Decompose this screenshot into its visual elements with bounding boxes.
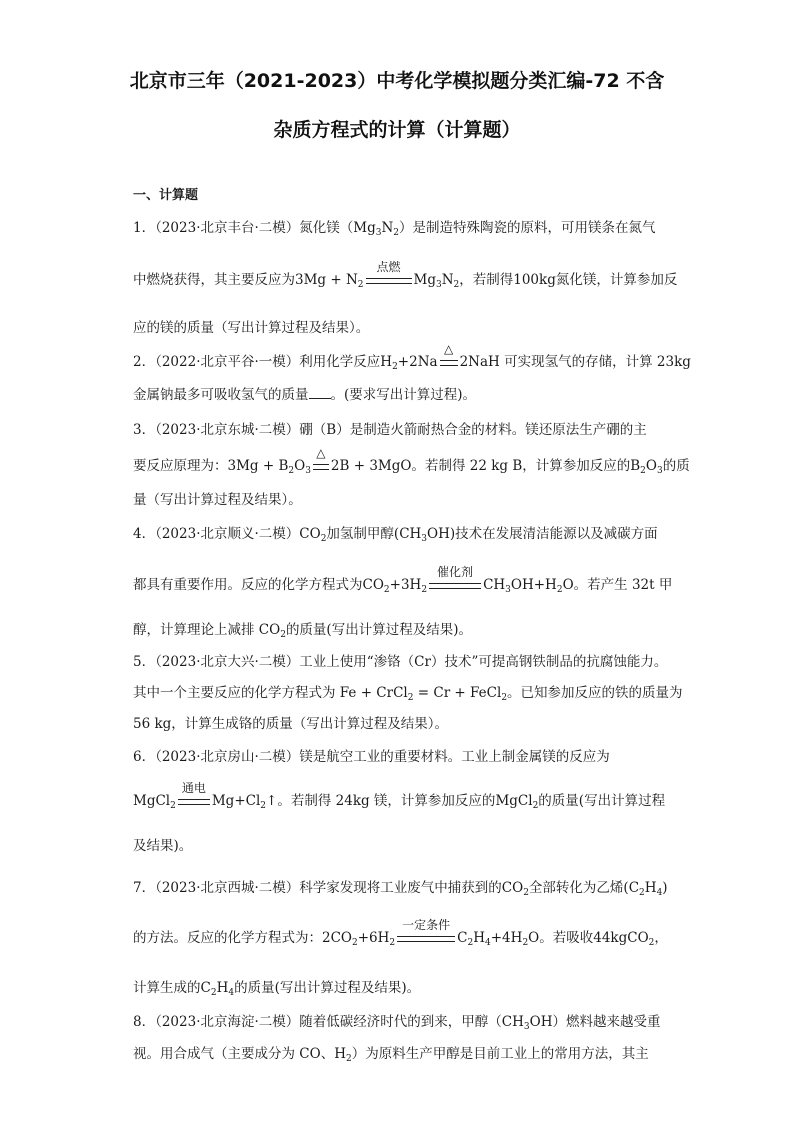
reaction-arrow: △	[438, 352, 460, 372]
q2-line-1: 2．（2022·北京平谷·一模）利用化学反应$H_2+2Na$ △ 2NaH 可实现氢气的存储，计算 23kg	[133, 342, 691, 372]
doc-title-line-1: 北京市三年（2021-2023）中考化学模拟题分类汇编-72 不含	[129, 70, 665, 92]
section-heading: 一、计算题	[133, 188, 199, 203]
q7-line-3: 计算生成的$C_2H_4$的质量(写出计算过程及结果)。	[133, 980, 421, 998]
q4-line-2: 都具有重要作用。反应的化学方程式为$CO_2+3H_2$ 催化剂 $CH_3OH+H_2O$。若产生 32t 甲	[133, 565, 673, 595]
q4-line-3: 醇，计算理论上减排 $CO_2$的质量(写出计算过程及结果)。	[133, 622, 472, 640]
q7-equation: $2CO_2+6H_2$ 一定条件 $C_2H_4+4H_2O$	[322, 918, 540, 948]
formula-mg3n2: $Mg_3N_2$	[353, 220, 400, 238]
q3-line-3: 量（写出计算过程及结果）。	[133, 492, 302, 508]
q1-line-2: 中燃烧获得，其主要反应为$3Mg + N_2$ 点燃 $Mg_3N_2$，若制得100kg氮化镁，计算参加反	[133, 260, 678, 290]
q1-line-3: 应的镁的质量（写出计算过程及结果）。	[133, 320, 370, 336]
reaction-arrow: 一定条件	[395, 928, 457, 948]
q6-equation: MgCl$_2$ 通电 $Mg+Cl_2↑$	[133, 781, 278, 811]
q6-line-1: 6．（2023·北京房山·二模）镁是航空工业的重要材料。工业上制金属镁的反应为	[133, 749, 610, 765]
q8-line-2: 视。用合成气（主要成分为 CO、$H_2$）为原料生产甲醇是目前工业上的常用方法，其主	[133, 1046, 649, 1064]
q4-equation: $CO_2+3H_2$ 催化剂 $CH_3OH+H_2O$	[362, 565, 574, 595]
q3-line-1: 3．（2023·北京东城·二模）硼（B）是制造火箭耐热合金的材料。镁还原法生产硼的主	[133, 422, 647, 438]
q3-line-2: 要反应原理为：$3Mg + B_2O_3$ △ 2B + 3MgO。若制得 22 kg B，计算参加反应的$B_2O_3$的质	[133, 446, 690, 476]
q8-line-1: 8．（2023·北京海淀·二模）随着低碳经济时代的到来，甲醇$(CH_3OH)$燃料越来越受重	[133, 1014, 661, 1032]
q5-line-3: 56 kg，计算生成铬的质量（写出计算过程及结果）。	[133, 716, 449, 732]
q7-line-1: 7．（2023·北京西城·二模）科学家发现将工业废气中捕获到的$CO_2$全部转化为乙烯$(C_2H_4)$	[133, 880, 668, 898]
q6-line-3: 及结果)。	[133, 838, 193, 854]
doc-title-line-2: 杂质方程式的计算（计算题）	[273, 119, 521, 141]
reaction-arrow: 点燃	[364, 270, 414, 290]
q5-line-1: 5．（2023·北京大兴·二模）工业上使用“渗铬（Cr）技术”可提高钢铁制品的抗腐蚀能力。	[133, 654, 668, 670]
q4-line-1: 4．（2023·北京顺义·二模）$CO_2$加氢制甲醇$(CH_3OH)$技术在发展清洁能源以及减碳方面	[133, 526, 658, 544]
reaction-arrow: 通电	[176, 791, 212, 811]
q3-equation: $3Mg + B_2O_3$ △ 2B + 3MgO	[227, 446, 412, 476]
q6-line-2: MgCl$_2$ 通电 $Mg+Cl_2↑$。若制得 24kg 镁，计算参加反应的MgCl$_2$的质量(写出计算过程	[133, 781, 666, 811]
q2-line-2: 金属钠最多可吸收氢气的质量 。(要求写出计算过程)。	[133, 387, 477, 403]
q2-equation: $H_2+2Na$ △ 2NaH	[380, 342, 500, 372]
answer-blank	[309, 386, 331, 399]
reaction-arrow: 催化剂	[427, 575, 483, 595]
q1-line-1: 1．（2023·北京丰台·二模）氮化镁$(Mg_3N_2)$是制造特殊陶瓷的原料，可用镁条在氮气	[133, 220, 656, 238]
q7-line-2: 的方法。反应的化学方程式为：$2CO_2+6H_2$ 一定条件 $C_2H_4+4H_2O$。若吸收44kgCO$_2$，	[133, 918, 668, 948]
reaction-arrow: △	[311, 456, 331, 476]
q1-equation: $3Mg + N_2$ 点燃 $Mg_3N_2$	[295, 260, 460, 290]
q5-line-2: 其中一个主要反应的化学方程式为 Fe + CrCl$_2$ = Cr + FeCl$_2$。已知参加反应的铁的质量为	[133, 685, 683, 703]
